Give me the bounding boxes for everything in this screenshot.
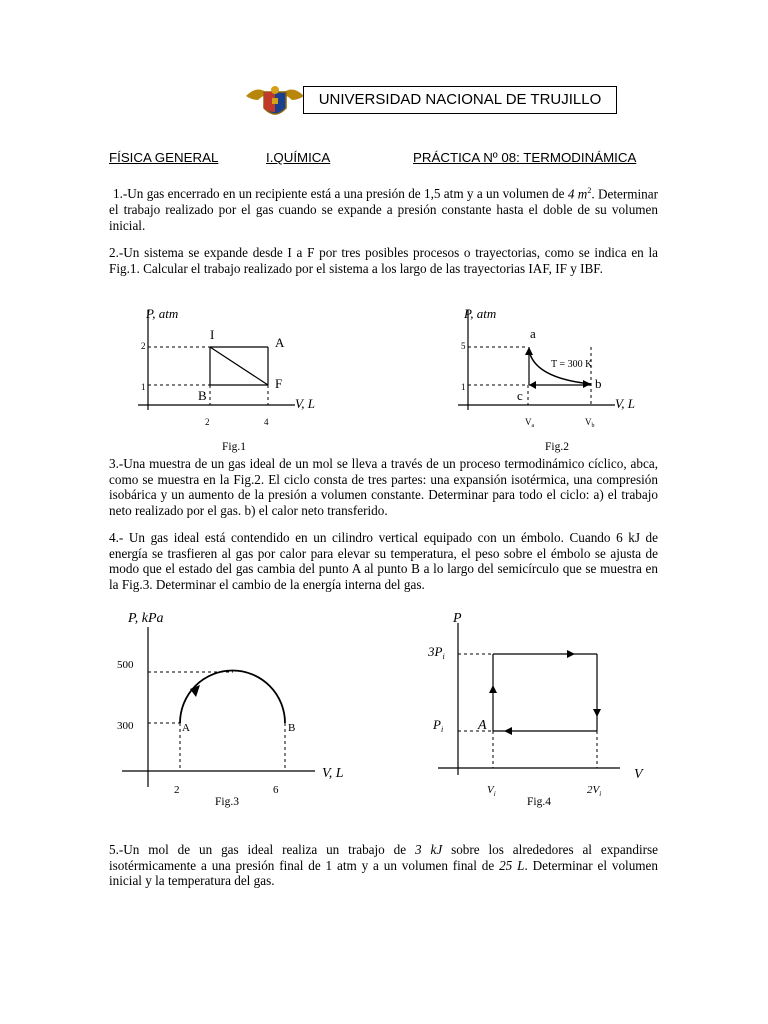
fig2-caption: Fig.2 bbox=[545, 441, 569, 453]
fig2-xtick: $V_a$ bbox=[525, 417, 535, 429]
problem-5: 5.-Un mol de un gas ideal realiza un trabajo de 3 kJ sobre los alrededores al expandirse isotérmicamente a una presión final de 1 atm y a un volumen final de 25 L. Determinar el volumen inicial y la temperatura del gas. bbox=[109, 842, 658, 889]
fig1-point-I: I bbox=[210, 327, 215, 342]
fig1-xtick: 2 bbox=[205, 417, 210, 427]
fig3-xtick: 6 bbox=[273, 784, 279, 796]
fig1-ytick: 2 bbox=[141, 341, 146, 351]
university-logo bbox=[244, 82, 306, 122]
program-title: I.QUÍMICA bbox=[266, 150, 331, 165]
fig4-xtick: $2V_i$ bbox=[587, 784, 602, 798]
problem-2: 2.-Un sistema se expande desde I a F por tres posibles procesos o trayectorias, como se indica en la Fig.1. Calcular el trabajo realizado por el sistema a los largo de las trayectorias IAF, IF y IBF. bbox=[109, 245, 658, 276]
fig2-xlabel: V, L bbox=[615, 396, 635, 411]
fig3-ytick: 500 bbox=[117, 659, 134, 671]
fig1-ytick: 1 bbox=[141, 382, 146, 392]
problem-4: 4.- Un gas ideal está contendido en un cilindro vertical equipado con un émbolo. Cuando 6 kJ de energía se trasfieren al gas por calor para elevar su temperatura, el peso sobre el émbolo se ajusta de modo que el estado del gas cambia del punto A al punto B a lo largo del semicírculo que se muestra en la Fig.3. Determinar el cambio de la energía interna del gas. bbox=[109, 530, 658, 592]
fig2-ytick: 1 bbox=[461, 382, 466, 392]
fig4-xtick: $V_i$ bbox=[487, 784, 496, 798]
fig2-ytick: 5 bbox=[461, 341, 466, 351]
figure-3 bbox=[110, 605, 370, 810]
fig3-ylabel: P, kPa bbox=[128, 611, 164, 626]
problem-3: 3.-Una muestra de un gas ideal de un mol se lleva a través de un proceso termodinámico cíclico, abca, como se muestra en la Fig.2. El ciclo consta de tres partes: una expansión isotérmica, una compresión isobárica y un aumento de la presión a volumen constante. Determinar para todo el ciclo: a) el trabajo neto realizado por el gas. b) el calor neto transferido. bbox=[109, 456, 658, 518]
fig2-point-b: b bbox=[595, 376, 602, 391]
fig3-ytick: 300 bbox=[117, 720, 134, 732]
fig3-xlabel: V, L bbox=[322, 766, 344, 781]
fig4-caption: Fig.4 bbox=[527, 796, 551, 808]
fig3-point-B: B bbox=[288, 722, 296, 734]
university-title-box: UNIVERSIDAD NACIONAL DE TRUJILLO bbox=[303, 86, 617, 114]
fig4-ytick: $P_i$ bbox=[433, 717, 444, 734]
fig4-ytick: $3P_i$ bbox=[428, 644, 445, 661]
fig2-annotation: T = 300 K bbox=[551, 359, 593, 370]
fig1-xtick: 4 bbox=[264, 417, 269, 427]
practice-title: PRÁCTICA Nº 08: TERMODINÁMICA bbox=[413, 150, 637, 165]
fig1-caption: Fig.1 bbox=[222, 441, 246, 453]
figure-2 bbox=[450, 300, 650, 440]
problem-1: 1.-Un gas encerrado en un recipiente está a una presión de 1,5 atm y a un volumen de 4 $m^2$. Determinar el trabajo realizado por el gas cuando se expande a presión constante hasta el doble de su volumen inicial. bbox=[109, 186, 659, 233]
fig1-point-B: B bbox=[198, 388, 207, 403]
course-title: FÍSICA GENERAL bbox=[109, 150, 219, 165]
fig2-ylabel: P, atm bbox=[464, 306, 497, 321]
fig3-xtick: 2 bbox=[174, 784, 180, 796]
fig1-xlabel: V, L bbox=[295, 396, 315, 411]
fig2-point-a: a bbox=[530, 326, 536, 341]
fig1-point-A: A bbox=[275, 335, 285, 350]
fig3-point-A: A bbox=[182, 722, 190, 734]
figure-1 bbox=[130, 300, 330, 440]
fig4-point-A: A bbox=[478, 718, 487, 733]
fig4-xlabel: V bbox=[634, 767, 643, 782]
fig4-ylabel: P bbox=[453, 611, 462, 626]
fig1-ylabel: P, atm bbox=[146, 306, 179, 321]
fig2-point-c: c bbox=[517, 388, 523, 403]
fig2-xtick: $V_b$ bbox=[585, 417, 595, 429]
fig1-point-F: F bbox=[275, 376, 283, 391]
figure-4 bbox=[420, 605, 660, 810]
fig3-caption: Fig.3 bbox=[215, 796, 239, 808]
